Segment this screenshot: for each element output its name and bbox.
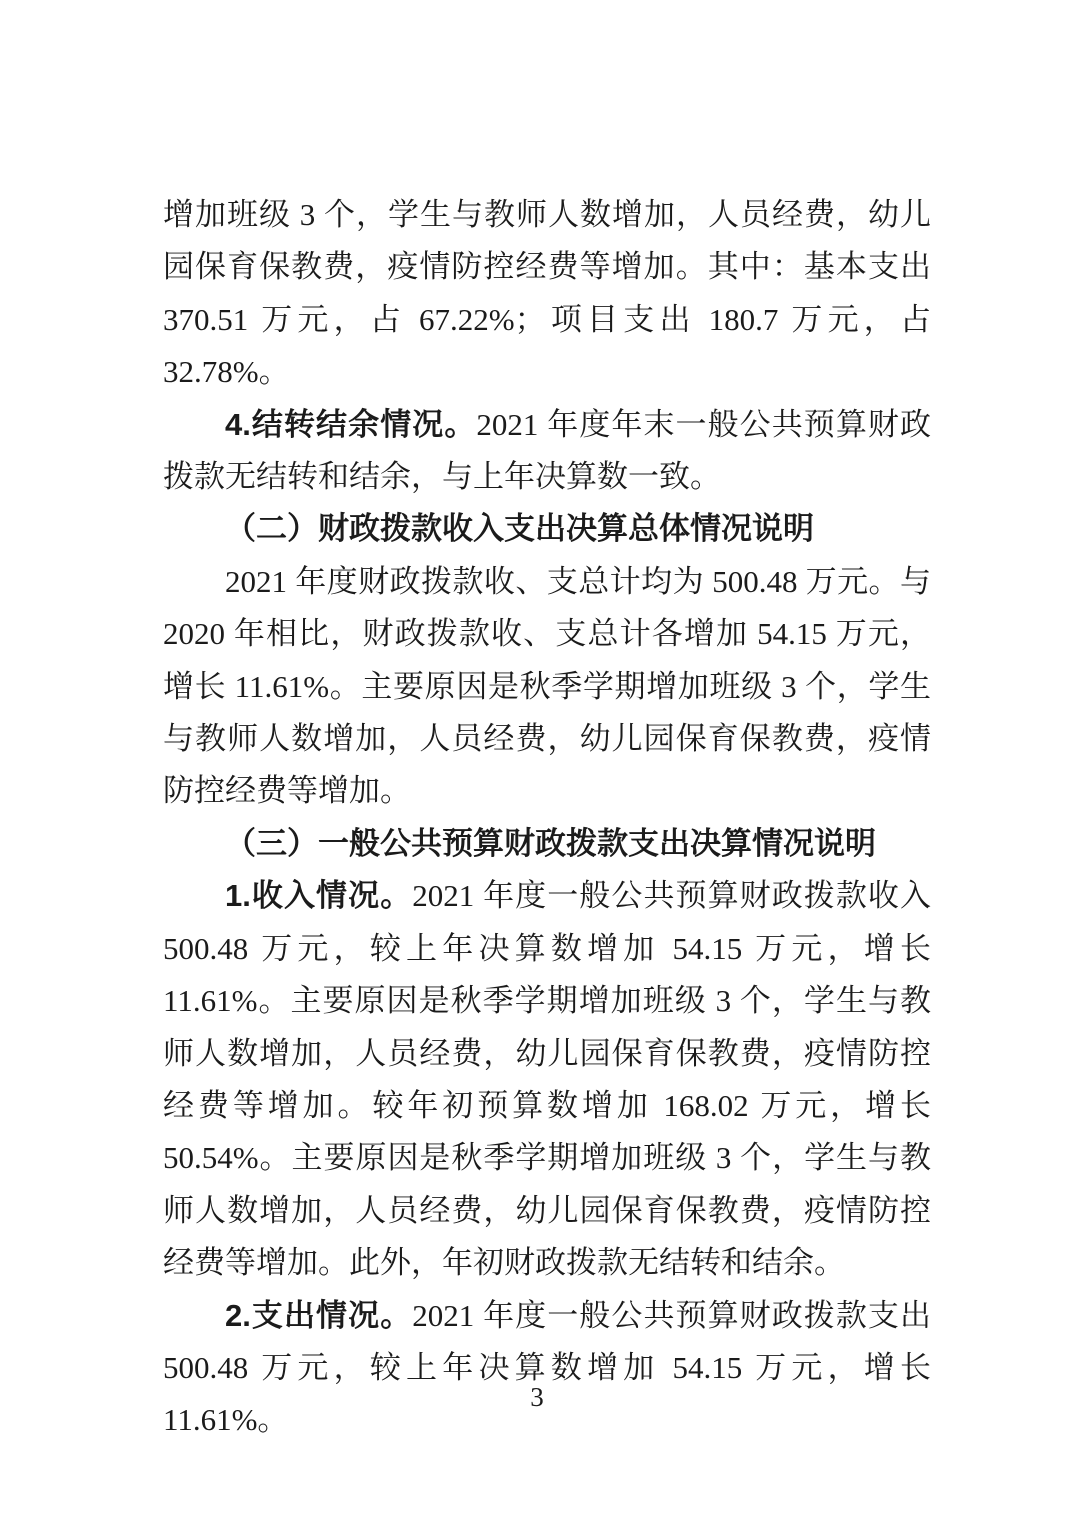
paragraph-text: 2021 年度年末一般公共预算财政拨款无结转和结余，与上年决算数一致。 (163, 406, 932, 495)
paragraph-text: 增加班级 3 个，学生与教师人数增加，人员经费，幼儿园保育保教费，疫情防控经费等增加。其中：基本支出 370.51 万元，占 67.22%；项目支出 180.7 万元，占 32.78%。 (163, 197, 931, 390)
paragraph-expenditure-breakdown (163, 189, 931, 399)
paragraph-lead: 4.结转结余情况。 (225, 406, 477, 442)
paragraph-text: 2021 年度财政拨款收、支总计均为 500.48 万元。与 2020 年相比，财政拨款收、支总计各增加 54.15 万元，增长 11.61%。主要原因是秋季学期增加班级 3 个，学生与教师人数增加，人员经费，幼儿园保育保教费，疫情防控经费等增加。 (163, 563, 931, 809)
document-body (163, 189, 931, 1447)
paragraph-fiscal-appropriation-total (163, 556, 931, 818)
heading-section-two: （二）财政拨款收入支出决算总体情况说明 (225, 511, 814, 547)
paragraph-income-situation (163, 870, 931, 1289)
paragraph-carryover-balance (163, 399, 931, 504)
paragraph-text: 2021 年度一般公共预算财政拨款收入 500.48 万元，较上年决算数增加 54.15 万元，增长 11.61%。主要原因是秋季学期增加班级 3 个，学生与教师人数增加，人员经费，幼儿园保育保教费，疫情防控经费等增加。较年初预算数增加 168.02 万元，增长 50.54%。主要原因是秋季学期增加班级 3 个，学生与教师人数增加，人员经费，幼儿园保育保教费，疫情防控经费等增加。此外，年初财政拨款无结转和结余。 (163, 878, 932, 1281)
paragraph-lead: 2.支出情况。 (225, 1297, 413, 1333)
paragraph-lead: 1.收入情况。 (225, 878, 413, 914)
paragraph-text: 2021 年度一般公共预算财政拨款支出 500.48 万元，较上年决算数增加 54.15 万元，增长 11.61%。 (163, 1297, 932, 1438)
paragraph-expenditure-situation (163, 1290, 931, 1447)
heading-section-three: （三）一般公共预算财政拨款支出决算情况说明 (225, 825, 876, 861)
page-number: 3 (530, 1382, 544, 1412)
